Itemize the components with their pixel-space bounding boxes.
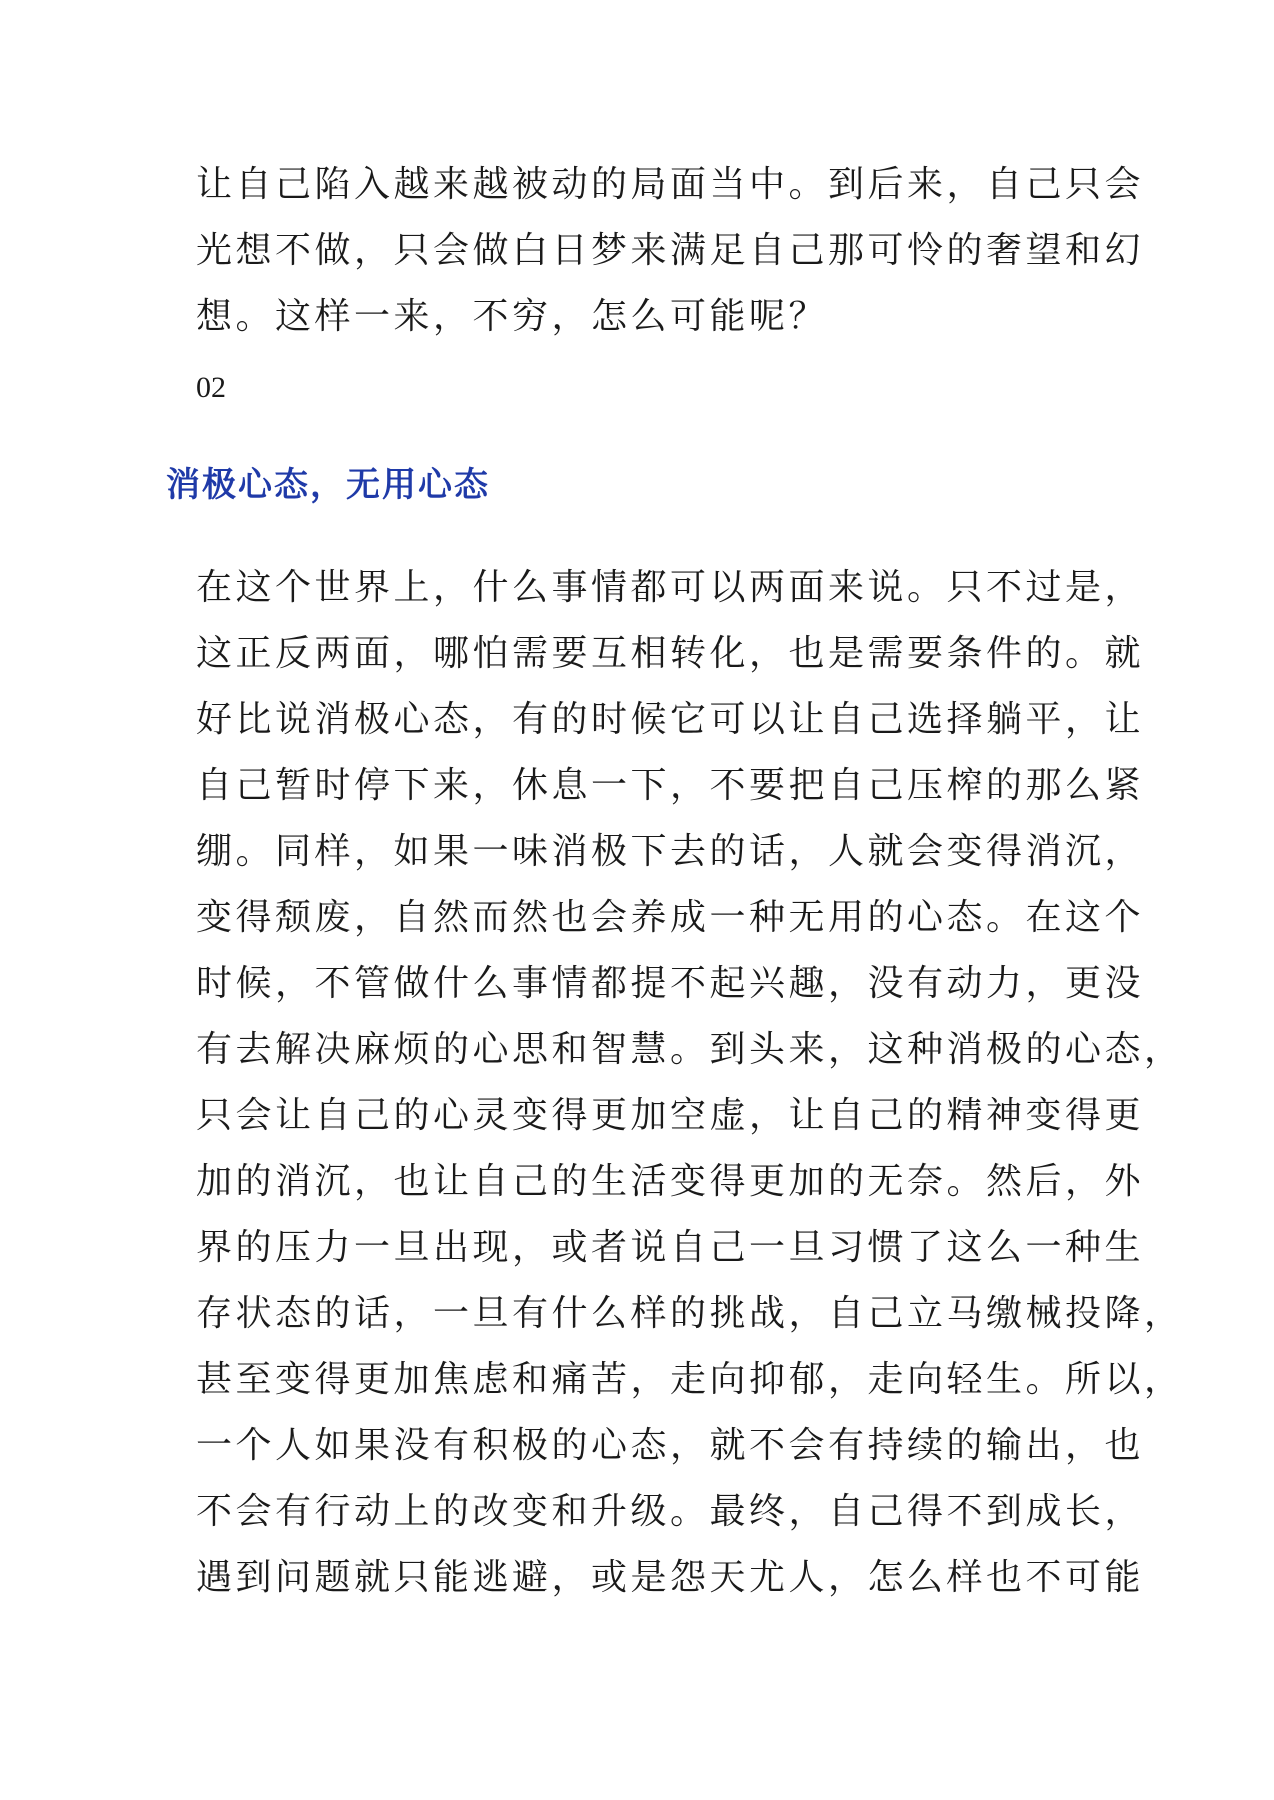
paragraph-line: 在这个世界上，什么事情都可以两面来说。只不过是， <box>196 567 1145 608</box>
section-heading: 消极心态，无用心态 <box>166 465 490 505</box>
paragraph-line: 一个人如果没有积极的心态，就不会有持续的输出，也 <box>196 1425 1145 1466</box>
paragraph-top <box>196 152 1145 350</box>
paragraph-main <box>196 555 1184 1611</box>
paragraph-line: 有去解决麻烦的心思和智慧。到头来，这种消极的心态， <box>196 1029 1184 1070</box>
paragraph-line: 遇到问题就只能逃避，或是怨天尤人，怎么样也不可能 <box>196 1557 1145 1598</box>
paragraph-line: 自己暂时停下来，休息一下，不要把自己压榨的那么紧 <box>196 765 1145 806</box>
paragraph-line: 想。这样一来，不穷，怎么可能呢？ <box>196 296 829 337</box>
paragraph-line: 好比说消极心态，有的时候它可以让自己选择躺平，让 <box>196 699 1145 740</box>
paragraph-line: 让自己陷入越来越被动的局面当中。到后来，自己只会 <box>196 164 1145 205</box>
section-number: 02 <box>196 371 226 404</box>
paragraph-line: 只会让自己的心灵变得更加空虚，让自己的精神变得更 <box>196 1095 1145 1136</box>
paragraph-line: 光想不做，只会做白日梦来满足自己那可怜的奢望和幻 <box>196 230 1145 271</box>
paragraph-line: 甚至变得更加焦虑和痛苦，走向抑郁，走向轻生。所以， <box>196 1359 1184 1400</box>
paragraph-line: 变得颓废，自然而然也会养成一种无用的心态。在这个 <box>196 897 1145 938</box>
paragraph-line: 界的压力一旦出现，或者说自己一旦习惯了这么一种生 <box>196 1227 1145 1268</box>
paragraph-line: 加的消沉，也让自己的生活变得更加的无奈。然后，外 <box>196 1161 1145 1202</box>
paragraph-line: 绷。同样，如果一味消极下去的话，人就会变得消沉， <box>196 831 1145 872</box>
paragraph-line: 时候，不管做什么事情都提不起兴趣，没有动力，更没 <box>196 963 1145 1004</box>
paragraph-line: 这正反两面，哪怕需要互相转化，也是需要条件的。就 <box>196 633 1145 674</box>
paragraph-line: 存状态的话，一旦有什么样的挑战，自己立马缴械投降， <box>196 1293 1184 1334</box>
paragraph-line: 不会有行动上的改变和升级。最终，自己得不到成长， <box>196 1491 1145 1532</box>
